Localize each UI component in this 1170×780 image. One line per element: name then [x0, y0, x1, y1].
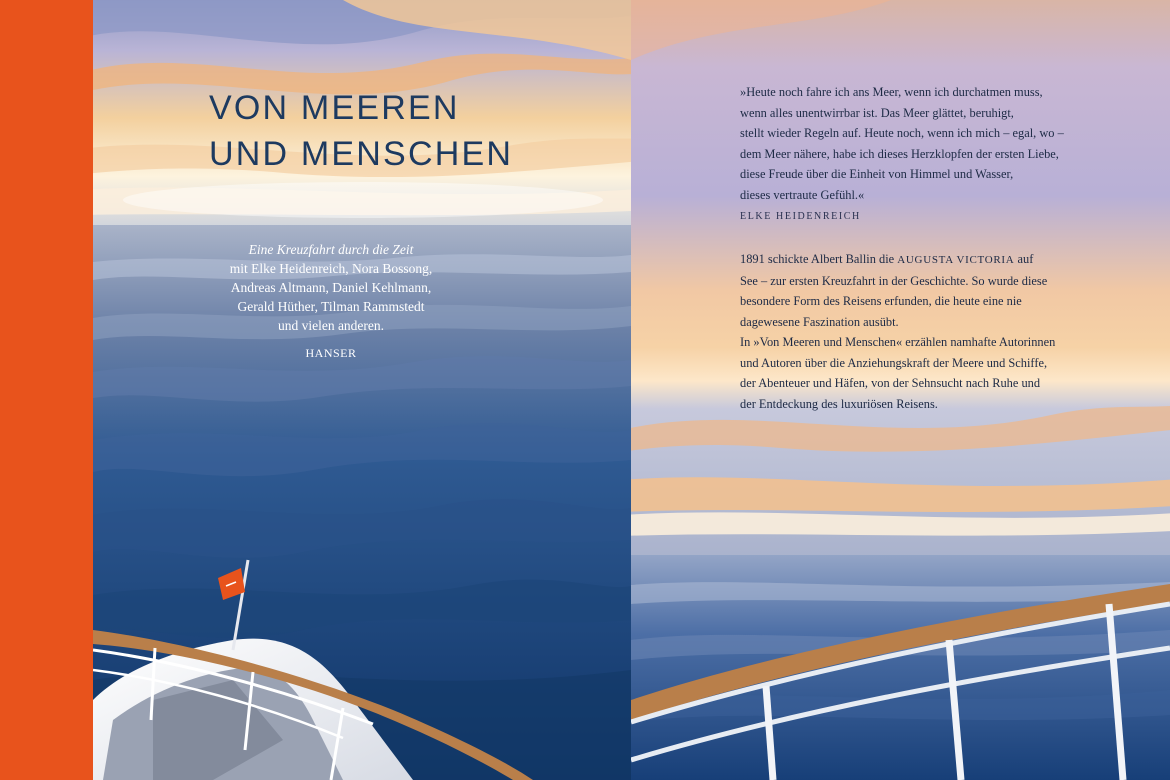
publisher-name: HANSER: [305, 346, 357, 360]
book-spine: [0, 0, 93, 780]
description-text: auf: [1014, 252, 1034, 266]
quote-line: diese Freude über die Einheit von Himmel und Wasser,: [740, 167, 1014, 181]
contributors-line: mit Elke Heidenreich, Nora Bossong,: [229, 261, 433, 276]
book-title: [209, 85, 513, 177]
description-line: besondere Form des Reisens erfunden, die heute eine nie: [740, 294, 1022, 308]
ship-name: AUGUSTA VICTORIA: [897, 254, 1015, 266]
description-line: In »Von Meeren und Menschen« erzählen namhafte Autorinnen: [740, 335, 1056, 349]
cover-subtitle: [211, 240, 451, 335]
description-line: dagewesene Faszination ausübt.: [740, 314, 899, 329]
description-line: [740, 249, 1160, 271]
quote-block: [740, 82, 1150, 205]
quote-author: ELKE HEIDENREICH: [740, 211, 861, 222]
subtitle-italic: Eine Kreuzfahrt durch die Zeit: [248, 242, 414, 257]
contributors-line: Gerald Hüther, Tilman Rammstedt: [237, 299, 425, 314]
description-line: See – zur ersten Kreuzfahrt in der Geschichte. So wurde diese: [740, 273, 1048, 288]
quote-line: dem Meer nähere, habe ich dieses Herzklopfen der ersten Liebe,: [740, 146, 1059, 161]
back-cover: [631, 0, 1170, 780]
quote-line: dieses vertraute Gefühl.«: [740, 187, 865, 202]
description-text: 1891 schickte Albert Ballin die: [740, 252, 898, 266]
description-line: und Autoren über die Anziehungskraft der Meere und Schiffe,: [740, 355, 1048, 370]
contributors-line: und vielen anderen.: [277, 318, 385, 333]
quote-line: wenn alles unentwirrbar ist. Das Meer glättet, beruhigt,: [740, 105, 1014, 120]
quote-line: »Heute noch fahre ich ans Meer, wenn ich durchatmen muss,: [740, 85, 1043, 99]
description-line: der Entdeckung des luxuriösen Reisens.: [740, 396, 938, 411]
book-title-line-1: VON MEEREN: [209, 89, 460, 127]
book-title-line-2: UND MENSCHEN: [209, 135, 514, 173]
description-line: der Abenteuer und Häfen, von der Sehnsucht nach Ruhe und: [740, 376, 1041, 390]
quote-line: stellt wieder Regeln auf. Heute noch, wenn ich mich – egal, wo –: [740, 126, 1064, 140]
contributors-line: Andreas Altmann, Daniel Kehlmann,: [230, 280, 432, 295]
front-cover: [93, 0, 631, 780]
description-block: [740, 249, 1160, 414]
